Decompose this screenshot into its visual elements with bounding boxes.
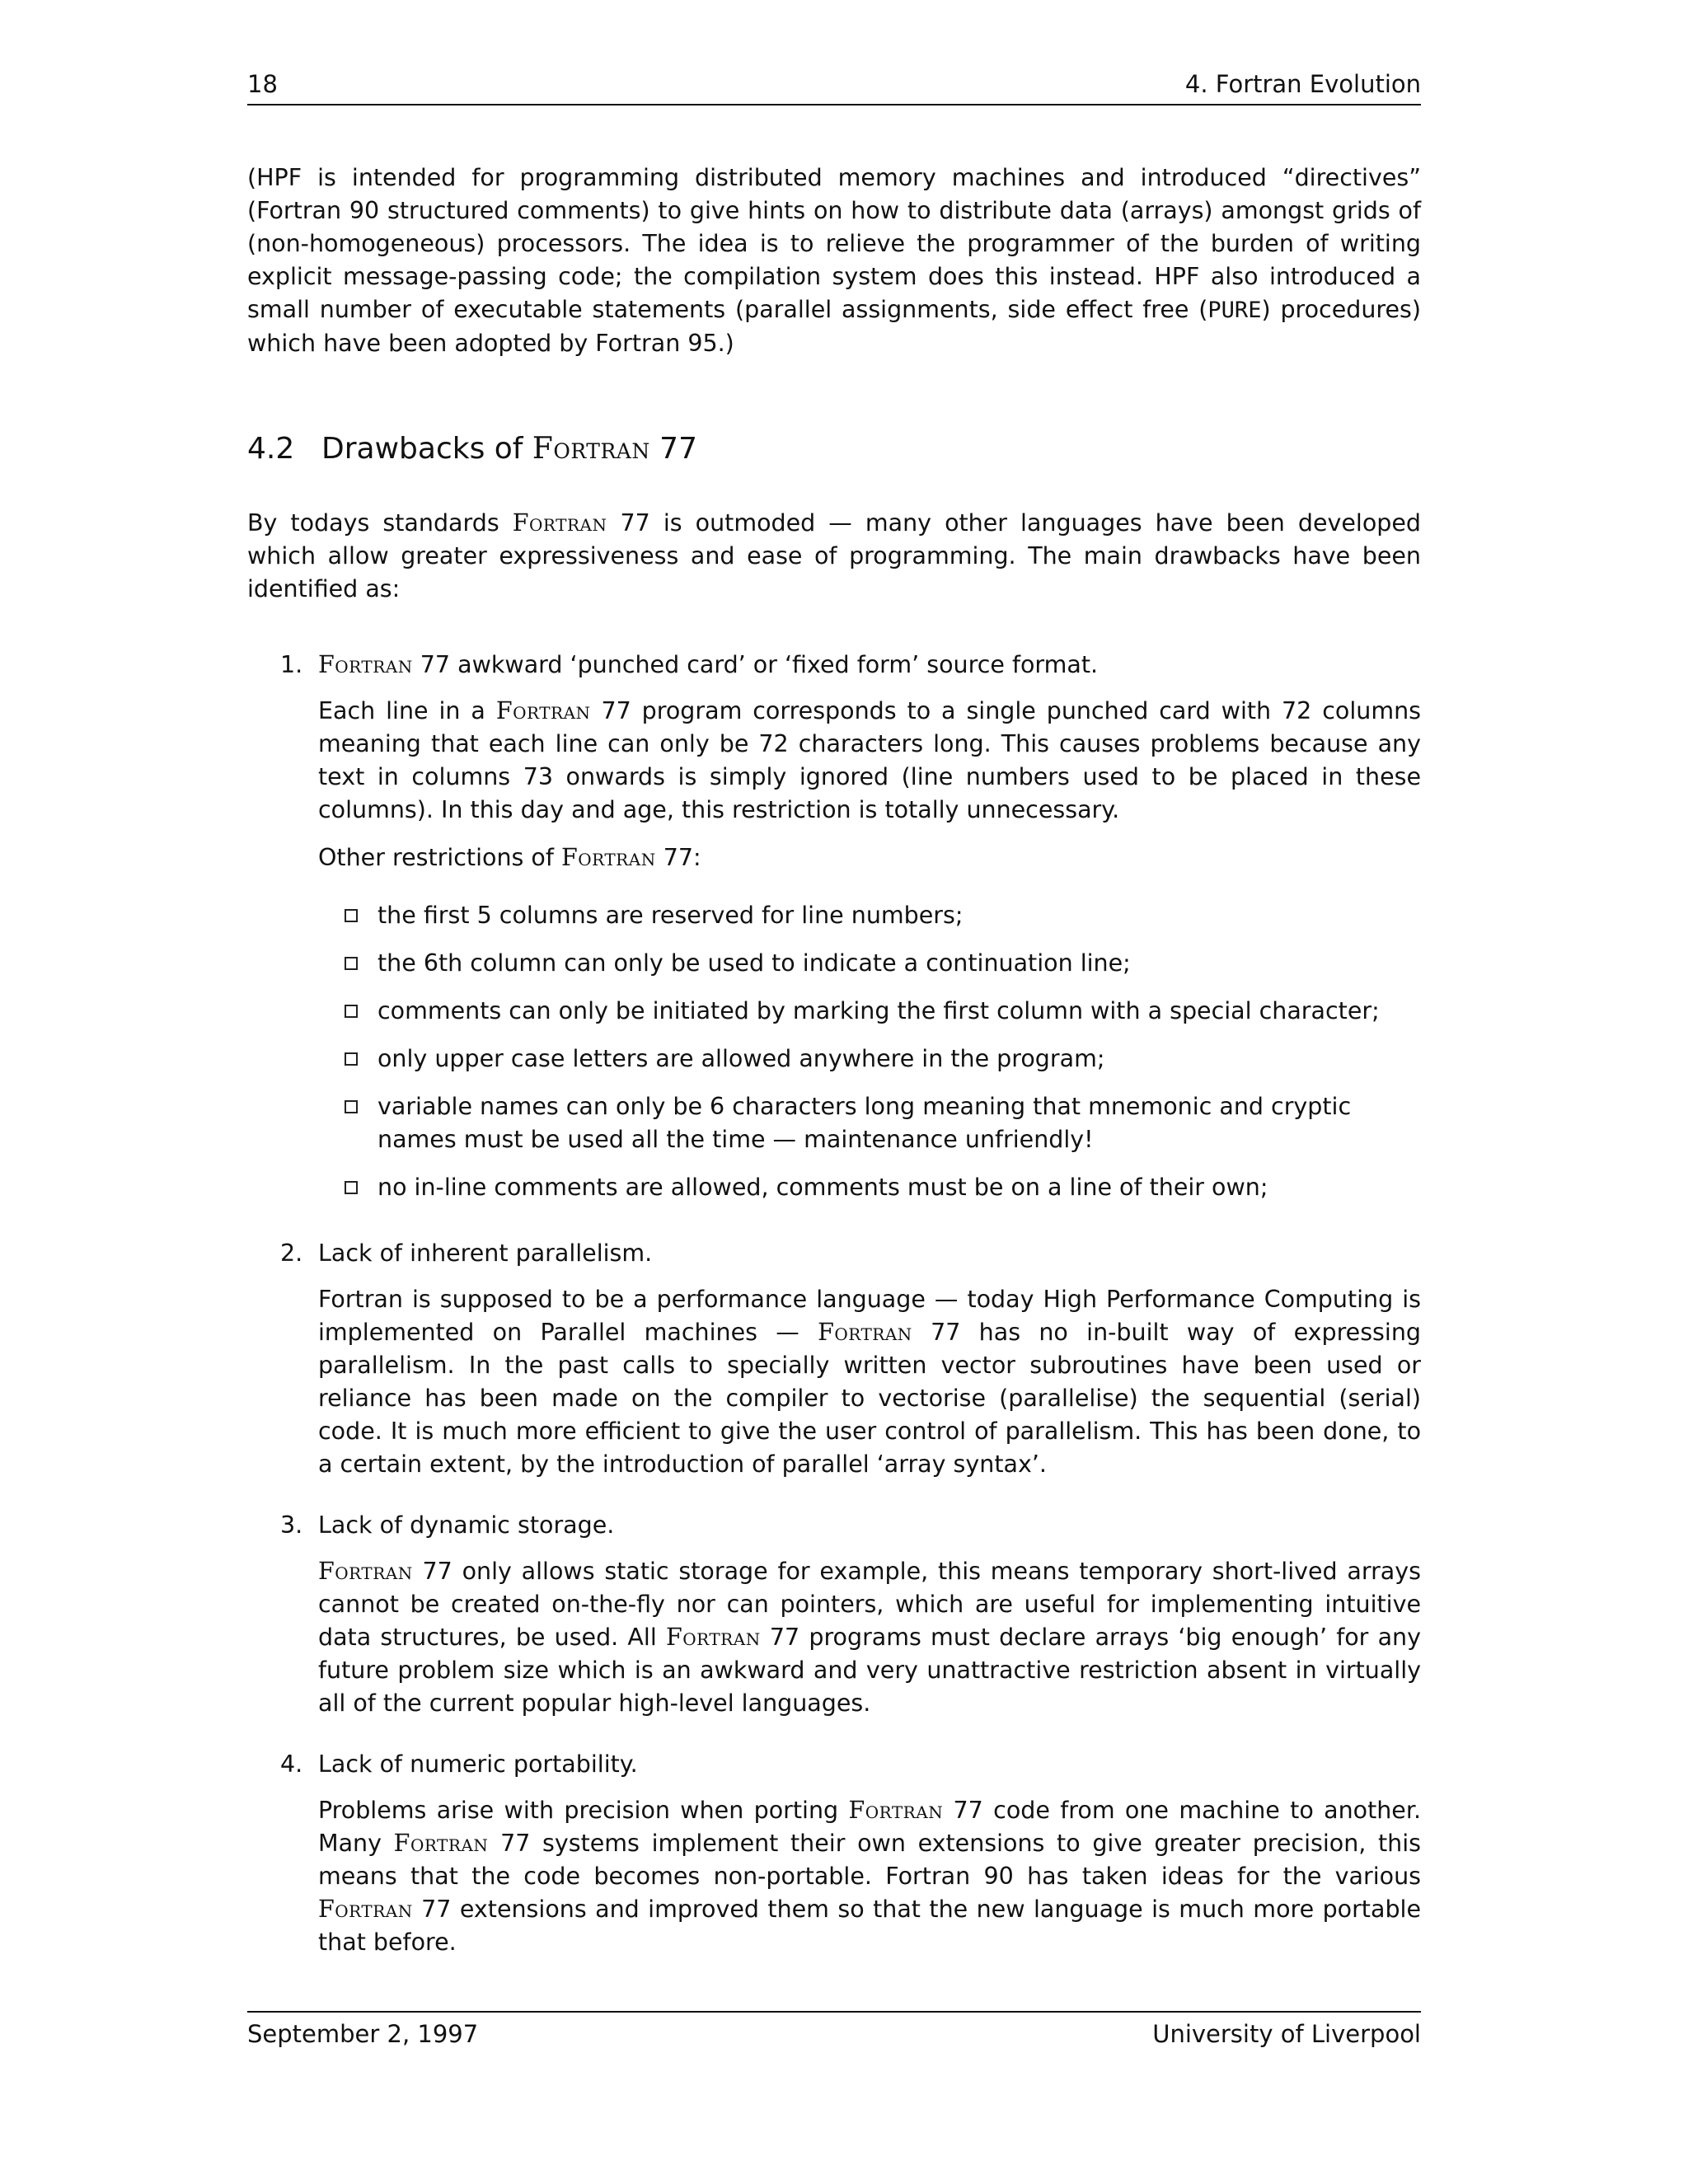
item-marker: 2.: [280, 1240, 303, 1267]
intro-text: (HPF is intended for programming distributed memory machines and introduced “directives” (Fortran 90 structured comments) to give hints on how to distribute data (arrays) amongst grids of (non-homogeneous) processors. The idea is to relieve the programmer of the burden of writing explicit message-passing code; the compilation system does this instead. HPF also introduced a small number of executable statements (parallel assignments, side effect free (: [247, 164, 1421, 323]
intro-paragraph: [247, 162, 1421, 360]
restriction-item: [318, 1043, 1421, 1076]
restriction-item: [318, 1090, 1421, 1156]
item-title: Lack of dynamic storage.: [318, 1511, 615, 1539]
fortran-word: Fortran: [318, 651, 413, 678]
checkbox-square-icon: [345, 1052, 358, 1066]
list-item: [247, 1509, 1421, 1720]
item-body-text-a: Each line in a: [318, 697, 496, 724]
restriction-item: [318, 947, 1421, 980]
restriction-item: [318, 1171, 1421, 1204]
restrictions-text-a: Other restrictions of: [318, 844, 561, 871]
restriction-text: the first 5 columns are reserved for line numbers;: [377, 902, 964, 929]
item-body: [318, 695, 1421, 827]
fortran-word: Fortran: [848, 1797, 944, 1824]
restrictions-list: [318, 899, 1421, 1204]
fortran-word: Fortran: [560, 844, 656, 871]
lead-text-b: 77 is outmoded — many other languages have been developed which allow greater expressiveness and ease of programming. The main drawbacks have been identified as:: [247, 509, 1421, 602]
item-body: [318, 1794, 1421, 1959]
item-title: Lack of inherent parallelism.: [318, 1240, 653, 1267]
item-body-text-a: Fortran is supposed to be a performance language — today High Performance Computing is implemented on Parallel machines —: [318, 1286, 1421, 1346]
item-marker: 4.: [280, 1750, 303, 1778]
list-item: [247, 649, 1421, 1204]
restriction-text: variable names can only be 6 characters long meaning that mnemonic and cryptic names must be used all the time — maintenance unfriendly!: [377, 1093, 1352, 1153]
item-body-text-b: 77 code from one machine to another. Many: [318, 1797, 1421, 1857]
checkbox-square-icon: [345, 909, 358, 922]
restriction-text: the 6th column can only be used to indicate a continuation line;: [377, 949, 1131, 977]
item-body-text-b: 77 has no in-built way of expressing parallelism. In the past calls to specially written vector subroutines have been used or reliance has been made on the compiler to vectorise (parallelise) the sequential (serial) code. It is much more efficient to give the user control of parallelism. This has been done, to a certain extent, by the introduction of parallel ‘array syntax’.: [318, 1319, 1421, 1478]
lead-text-a: By todays standards: [247, 509, 513, 537]
fortran-word: Fortran: [318, 1896, 413, 1923]
intro-text-tail: ) procedures) which have been adopted by Fortran 95.): [247, 296, 1422, 357]
restriction-text: only upper case letters are allowed anywhere in the program;: [377, 1045, 1105, 1072]
running-header: [247, 68, 1421, 105]
item-marker: 3.: [280, 1511, 303, 1539]
page-body: [247, 162, 1421, 1987]
item-body-text-b: 77 program corresponds to a single punched card with 72 columns meaning that each line can only be 72 characters long. This causes problems because any text in columns 73 onwards is simply ignored (line numbers used to be placed in these columns). In this day and age, this restriction is totally unnecessary.: [318, 697, 1421, 823]
checkbox-square-icon: [345, 1181, 358, 1194]
restrictions-text-b: 77:: [655, 844, 701, 871]
checkbox-square-icon: [345, 1005, 358, 1018]
list-item: [247, 1748, 1421, 1959]
restrictions-intro: [318, 841, 1421, 874]
fortran-word: Fortran: [318, 1558, 413, 1585]
section-heading: [247, 429, 1421, 469]
item-body-text-d: 77 extensions and improved them so that the new language is much more portable that before.: [318, 1896, 1421, 1956]
running-footer: [247, 2011, 1421, 2050]
footer-institution: University of Liverpool: [1152, 2020, 1421, 2048]
item-marker: 1.: [280, 651, 303, 678]
list-item: [247, 1237, 1421, 1481]
item-body-text-c: 77 systems implement their own extensions to give greater precision, this means that the code becomes non-portable. Fortran 90 has taken ideas for the various: [318, 1830, 1422, 1890]
item-title: Lack of numeric portability.: [318, 1750, 638, 1778]
drawbacks-list: [247, 649, 1421, 1959]
lead-paragraph: [247, 507, 1421, 606]
item-body: [318, 1555, 1421, 1720]
section-title-fortran: Fortran: [532, 432, 650, 466]
restriction-text: no in-line comments are allowed, comments must be on a line of their own;: [377, 1174, 1268, 1201]
item-body-text-b: 77 only allows static storage for example, this means temporary short-lived arrays cannot be created on-the-fly nor can pointers, which are useful for implementing intuitive data structures, be used. All: [318, 1558, 1421, 1651]
restriction-item: [318, 899, 1421, 932]
fortran-word: Fortran: [665, 1624, 761, 1651]
checkbox-square-icon: [345, 1100, 358, 1113]
section-title-suffix: 77: [649, 432, 697, 466]
section-title-prefix: Drawbacks of: [321, 432, 532, 466]
page-number: 18: [247, 70, 278, 98]
item-body: [318, 1283, 1421, 1481]
fortran-word: Fortran: [512, 509, 607, 537]
fortran-word: Fortran: [818, 1319, 912, 1346]
item-body-text-a: Problems arise with precision when porting: [318, 1797, 849, 1824]
checkbox-square-icon: [345, 957, 358, 970]
restriction-item: [318, 995, 1421, 1028]
section-number: 4.2: [247, 432, 295, 466]
item-body-text-c: 77 programs must declare arrays ‘big enough’ for any future problem size which is an awkward and very unattractive restriction absent in virtually all of the current popular high-level languages.: [318, 1624, 1421, 1717]
fortran-word: Fortran: [393, 1830, 489, 1857]
item-title-text: 77 awkward ‘punched card’ or ‘fixed form’ source format.: [412, 651, 1099, 678]
fortran-word: Fortran: [495, 697, 591, 724]
item-title: [318, 649, 1421, 682]
footer-date: September 2, 1997: [247, 2020, 479, 2048]
chapter-title: 4. Fortran Evolution: [1184, 70, 1421, 98]
inline-code: PURE: [1207, 298, 1262, 323]
restriction-text: comments can only be initiated by marking the first column with a special character;: [377, 997, 1380, 1024]
